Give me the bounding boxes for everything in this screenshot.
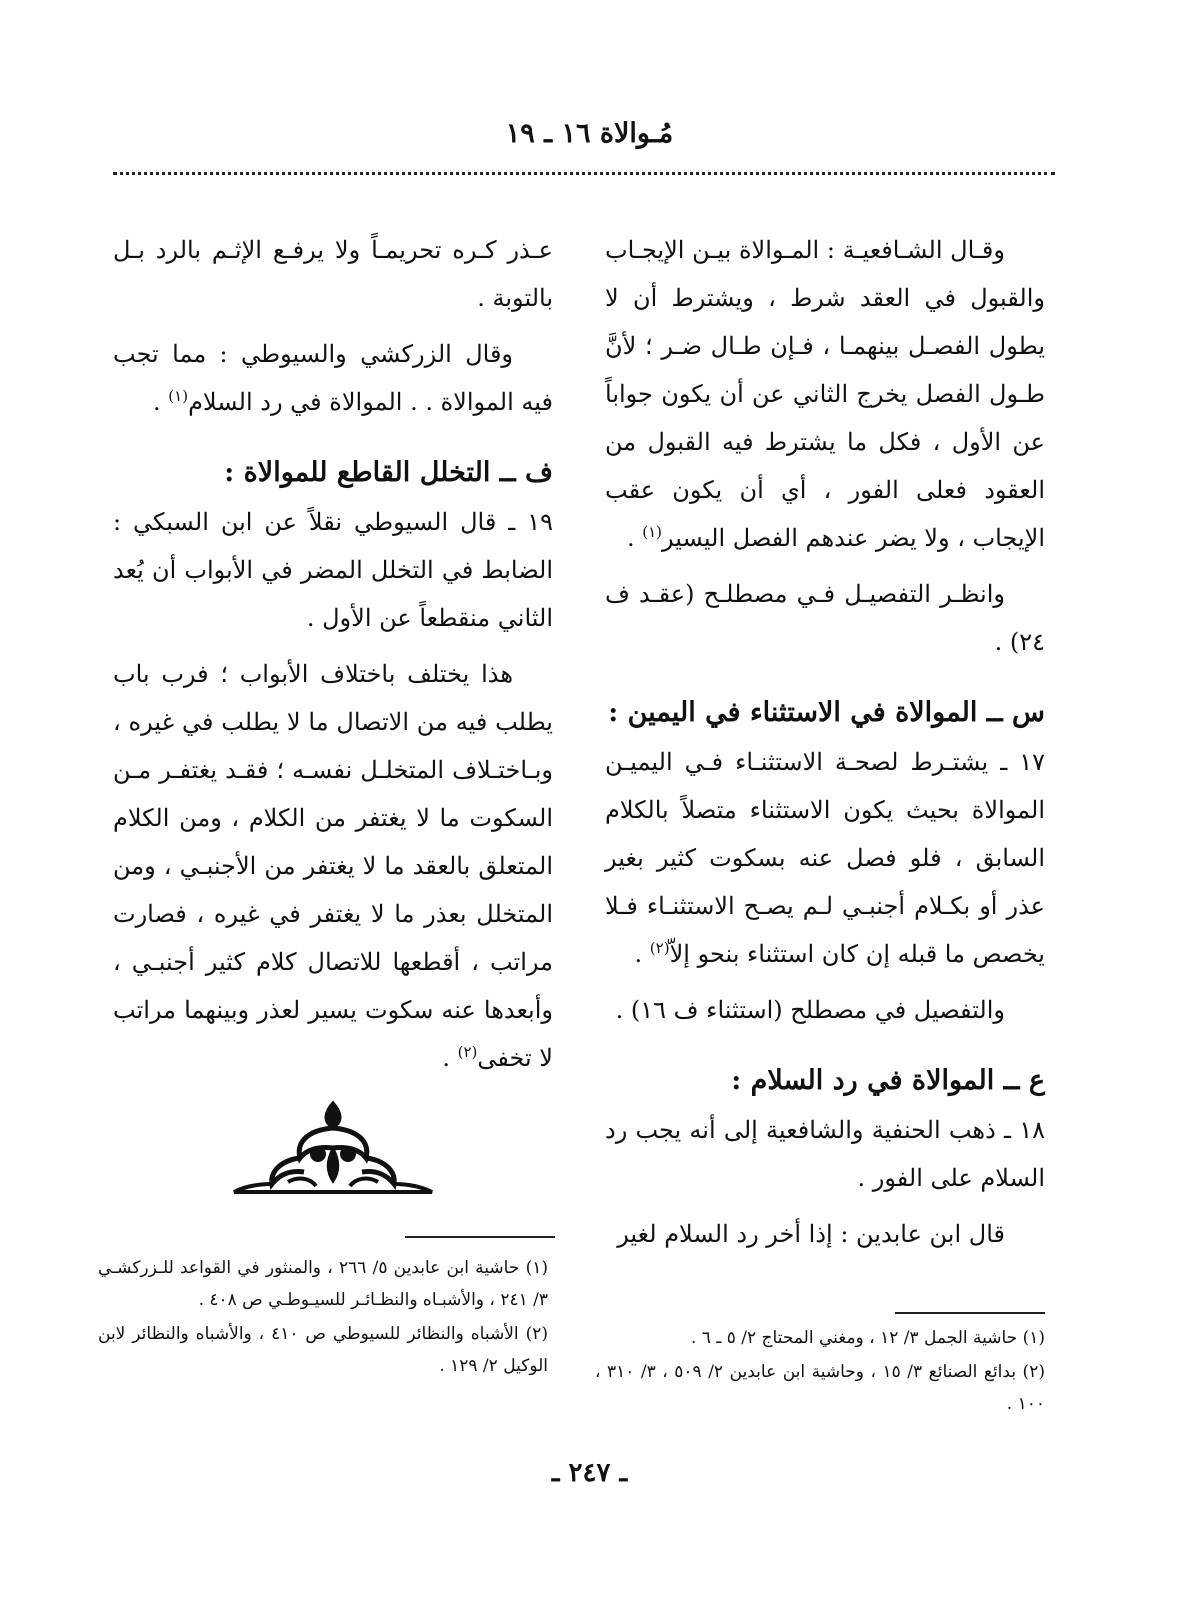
page-number: ـ ٢٤٧ ـ bbox=[551, 1458, 628, 1488]
paragraph: قال ابن عابدين : إذا أخر رد السلام لغير bbox=[617, 1220, 1005, 1248]
paragraph: ١٧ ـ يشتـرط لصحـة الاستثنـاء فـي اليميـن الموالاة بحيث يكون الاستثناء متصلاً بالكلام السابق ، فلو فصل عنه بسكوت كثير بغير عذر أو بكـلام أجنبـي لـم يصـح الاستثنـاء فـلا يخصص ما قبله إن كان استثناء بنحو إلاّ$^{(٢)}$ . bbox=[605, 748, 1045, 968]
paragraph: ١٨ ـ ذهب الحنفية والشافعية إلى أنه يجب رد السلام على الفور . bbox=[605, 1116, 1045, 1192]
footnote-ref: (١) bbox=[642, 523, 663, 541]
footnote: (١) حاشية ابن عابدين ٥/ ٢٦٦ ، والمنثور في القواعد للـزركشـي ٣/ ٢٤١ ، والأشبـاه والنظـائـر للسيـوطـي ص ٤٠٨ . bbox=[98, 1258, 548, 1310]
footnote-ref: (٢) bbox=[649, 939, 670, 957]
header-dotted-divider bbox=[113, 172, 1055, 175]
paragraph: والتفصيل في مصطلح (استثناء ف ١٦) . bbox=[615, 996, 1005, 1024]
footnote: (١) حاشية الجمل ٣/ ١٢ ، ومغني المحتاج ٢/ ٥ ـ ٦ . bbox=[690, 1328, 1045, 1348]
paragraph: وقال الزركشي والسيوطي : مما تجب فيه الموالاة . . الموالاة في رد السلام$^{(١)}$ . bbox=[113, 340, 553, 416]
footnotes-left bbox=[98, 1252, 548, 1384]
footnote-rule-right bbox=[895, 1312, 1045, 1314]
paragraph: ١٩ ـ قال السيوطي نقلاً عن ابن السبكي : الضابط في التخلل المضر في الأبواب أن يُعد الثاني منقطعاً عن الأول . bbox=[113, 508, 553, 632]
footnote: (٢) بدائع الصنائع ٣/ ١٥ ، وحاشية ابن عابدين ٢/ ٥٠٩ ، ٣/ ٣١٠ ، ١٠٠ . bbox=[595, 1362, 1045, 1414]
paragraph: عـذر كـره تحريمـاً ولا يرفـع الإثـم بالرد بـل بالتوبة . bbox=[113, 236, 553, 312]
footnote: (٢) الأشباه والنظائر للسيوطي ص ٤١٠ ، والأشباه والنظائر لابن الوكيل ٢/ ١٢٩ . bbox=[98, 1324, 548, 1376]
section-heading: ع ــ الموالاة في رد السلام : bbox=[731, 1065, 1045, 1096]
footnote-ref: (١) bbox=[168, 387, 189, 405]
paragraph: وانظـر التفصيـل فـي مصطلـح (عقـد ف ٢٤) . bbox=[605, 580, 1045, 656]
paragraph: هذا يختلف باختلاف الأبواب ؛ فرب باب يطلب فيه من الاتصال ما لا يطلب في غيره ، وبـاختـلاف المتخلـل نفسـه ؛ فقـد يغتفـر مـن السكوت ما لا يغتفر من الكلام ، ومن الكلام المتعلق بالعقد ما لا يغتفر من الأجنبـي ، ومن المتخلل بعذر ما لا يغتفر في غيره ، فصارت مراتب ، أقطعها للاتصال كلام كثير أجنبـي ، وأبعدها عنه سكوت يسير لعذر وبينهما مراتب لا تخفى$^{(٢)}$ . bbox=[113, 660, 553, 1072]
right-column bbox=[605, 226, 1045, 1266]
footnotes-right bbox=[595, 1322, 1045, 1422]
arabesque-ornament-icon bbox=[228, 1098, 438, 1198]
section-heading: س ــ الموالاة في الاستثناء في اليمين : bbox=[608, 697, 1045, 728]
footnote-rule-left bbox=[405, 1236, 555, 1238]
footnote-ref: (٢) bbox=[457, 1043, 478, 1061]
section-heading: ف ــ التخلل القاطع للموالاة : bbox=[224, 457, 553, 488]
page-header-title: مُـوالاة ١٦ ـ ١٩ bbox=[505, 118, 674, 149]
left-column bbox=[113, 226, 553, 1090]
paragraph: وقـال الشـافعيـة : المـوالاة بيـن الإيجـاب والقبول في العقد شرط ، ويشترط أن لا يطول الفصـل بينهمـا ، فـإن طـال ضـر ؛ لأنَّ طـول الفصل يخرج الثاني عن أن يكون جواباً عن الأول ، فكل ما يشترط فيه القبول من العقود فعلى الفور ، أي أن يكون عقب الإيجاب ، ولا يضر عندهم الفصل اليسير$^{(١)}$ . bbox=[605, 236, 1045, 552]
